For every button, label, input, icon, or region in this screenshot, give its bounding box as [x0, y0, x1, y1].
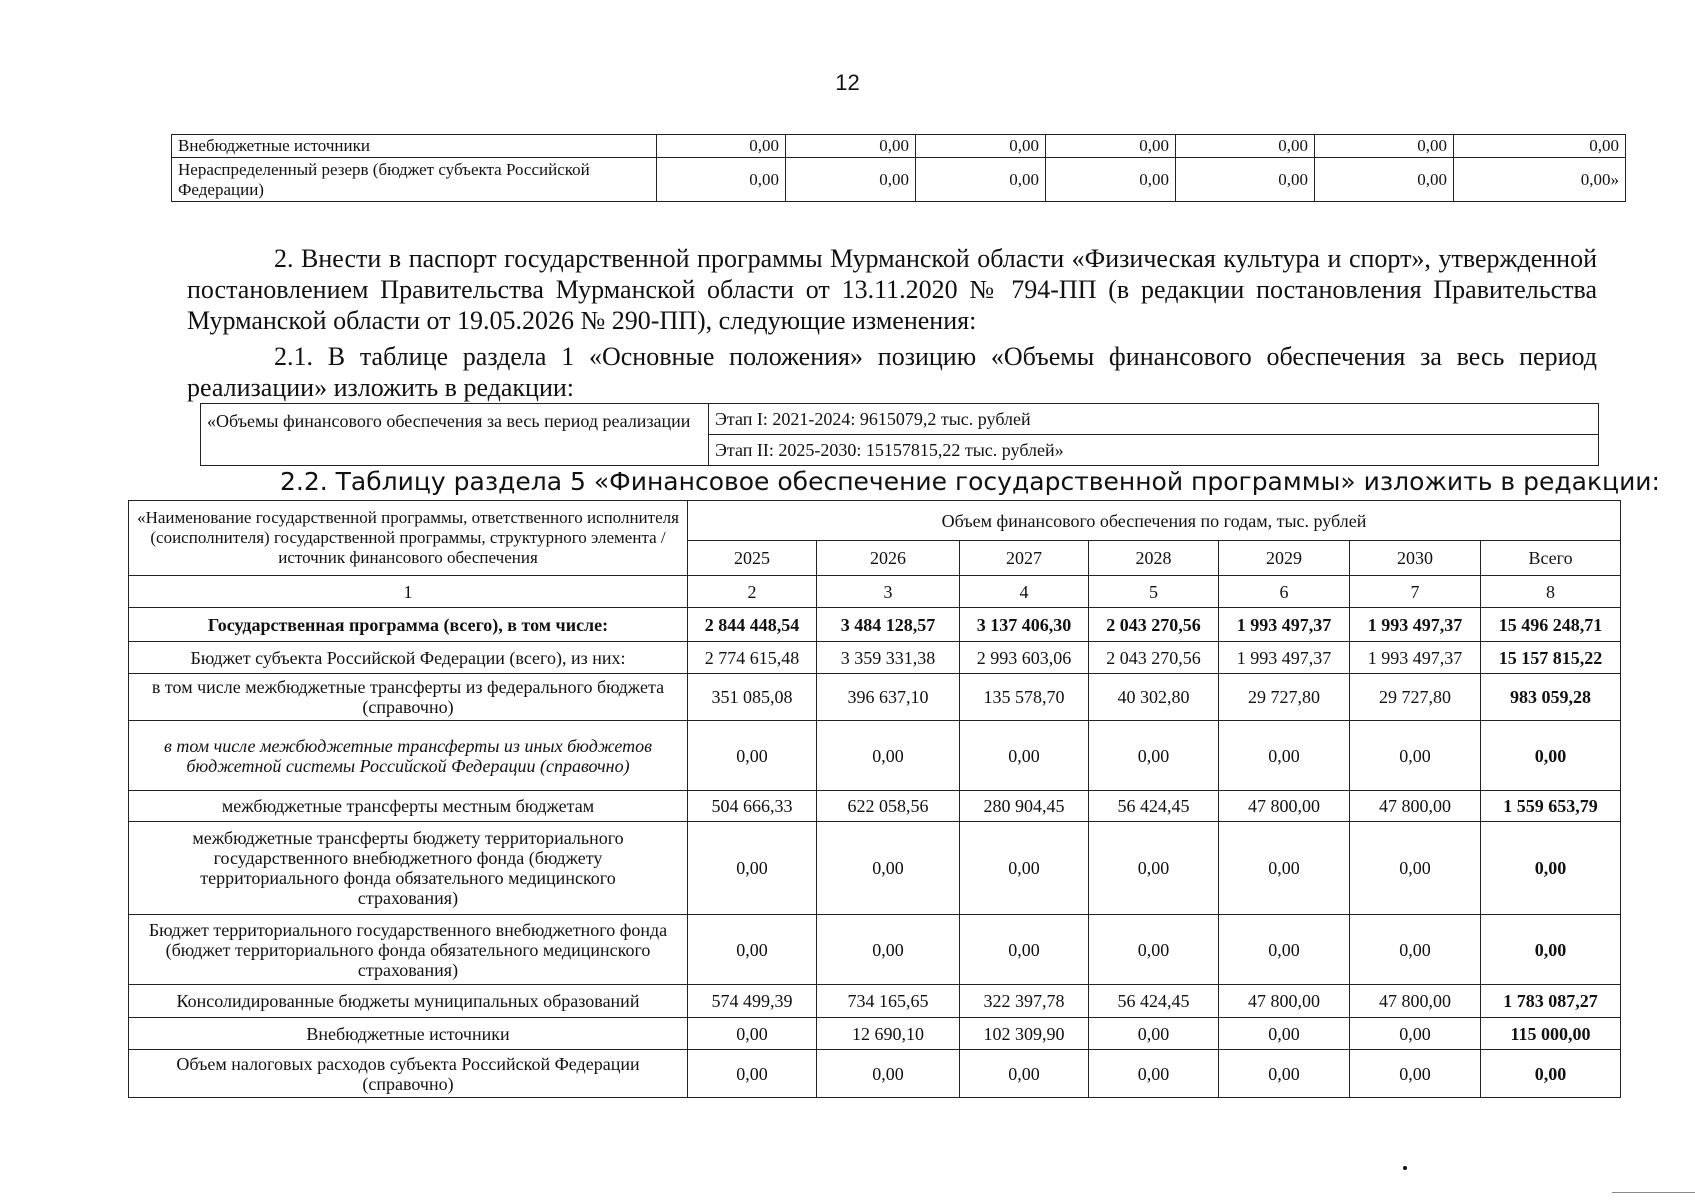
page-number: 12: [835, 70, 860, 95]
row-label: Консолидированные бюджеты муниципальных образований: [129, 985, 688, 1018]
table-cell: 0,00: [1454, 135, 1626, 158]
table-cell: 47 800,00: [1219, 985, 1350, 1018]
table-cell: 0,00: [688, 1018, 817, 1050]
table-cell: 0,00: [960, 822, 1089, 915]
table-cell: 40 302,80: [1089, 674, 1219, 721]
table-row: [129, 1050, 1621, 1098]
row-label: межбюджетные трансферты бюджету территориального государственного внебюджетного фонда (бюджету территориального фонда обязательного медицинского страхования): [129, 822, 688, 915]
table-cell: 0,00: [1481, 822, 1621, 915]
table-cell: 0,00: [1219, 822, 1350, 915]
table-cell: 0,00: [960, 1050, 1089, 1098]
table-cell: 0,00: [1481, 721, 1621, 791]
table-row: [129, 791, 1621, 822]
table-cell: 0,00: [960, 721, 1089, 791]
table-cell: 0,00: [1315, 158, 1454, 202]
table-cell: 0,00: [1350, 1050, 1481, 1098]
table-cell: 1 993 497,37: [1219, 608, 1350, 642]
table-cell: 0,00: [1350, 1018, 1481, 1050]
table-cell: 47 800,00: [1350, 791, 1481, 822]
table-cell: 1 783 087,27: [1481, 985, 1621, 1018]
volume-label: «Объемы финансового обеспечения за весь период реализации: [201, 404, 709, 466]
table-cell: 135 578,70: [960, 674, 1089, 721]
table-cell: 0,00: [817, 915, 960, 985]
table-cell: 3 359 331,38: [817, 642, 960, 674]
stage-2-value: Этап II: 2025-2030: 15157815,22 тыс. рублей»: [709, 435, 1599, 466]
table-row: [129, 608, 1621, 642]
table-cell: 2 043 270,56: [1089, 608, 1219, 642]
year-header: 2025: [688, 541, 817, 576]
table-cell: 0,00: [1176, 135, 1315, 158]
column-number-row: [129, 576, 1621, 608]
scan-dot: [1403, 1166, 1407, 1170]
column-number: 5: [1089, 576, 1219, 608]
table-cell: 0,00: [817, 721, 960, 791]
table-cell: 0,00: [1089, 1050, 1219, 1098]
table-row: [129, 985, 1621, 1018]
table-cell: 504 666,33: [688, 791, 817, 822]
table-cell: 0,00: [960, 915, 1089, 985]
table-cell: 2 774 615,48: [688, 642, 817, 674]
scan-line: [1612, 1192, 1695, 1193]
table-cell: 0,00: [1046, 158, 1176, 202]
row-label: Объем налоговых расходов субъекта Российской Федерации (справочно): [129, 1050, 688, 1098]
table-cell: 47 800,00: [1350, 985, 1481, 1018]
table-cell: 15 157 815,22: [1481, 642, 1621, 674]
header-row: [129, 501, 1621, 541]
continuation-table: [171, 134, 1626, 202]
table-cell: 1 993 497,37: [1350, 608, 1481, 642]
table-cell: 0,00: [1315, 135, 1454, 158]
table-cell: 0,00: [1481, 1050, 1621, 1098]
paragraph-2-2: 2.2. Таблицу раздела 5 «Финансовое обеспечение государственной программы» изложить в редакции:: [280, 467, 1660, 496]
table-cell: 0,00: [1176, 158, 1315, 202]
table-cell: 0,00: [1350, 822, 1481, 915]
table-cell: 3 137 406,30: [960, 608, 1089, 642]
stage-1-value: Этап I: 2021-2024: 9615079,2 тыс. рублей: [709, 404, 1599, 435]
table-cell: 322 397,78: [960, 985, 1089, 1018]
row-label: Внебюджетные источники: [129, 1018, 688, 1050]
table-cell: 0,00: [1046, 135, 1176, 158]
row-label: в том числе межбюджетные трансферты из иных бюджетов бюджетной системы Российской Федерации (справочно): [129, 721, 688, 791]
table-row: [201, 404, 1599, 435]
year-header: 2027: [960, 541, 1089, 576]
table-cell: 2 043 270,56: [1089, 642, 1219, 674]
table-cell: 0,00: [688, 822, 817, 915]
table-cell: 0,00: [786, 158, 916, 202]
table-cell: 0,00: [1219, 721, 1350, 791]
table-cell: 0,00»: [1454, 158, 1626, 202]
table-cell: 1 559 653,79: [1481, 791, 1621, 822]
column-number: 2: [688, 576, 817, 608]
year-header: 2028: [1089, 541, 1219, 576]
table-cell: 0,00: [1219, 1050, 1350, 1098]
table-cell: 0,00: [1219, 1018, 1350, 1050]
table-cell: 115 000,00: [1481, 1018, 1621, 1050]
table-cell: 0,00: [1089, 721, 1219, 791]
table-cell: 102 309,90: [960, 1018, 1089, 1050]
table-cell: 0,00: [1350, 721, 1481, 791]
table-cell: 280 904,45: [960, 791, 1089, 822]
volume-table: [200, 403, 1599, 466]
table-cell: 0,00: [1350, 915, 1481, 985]
paragraph-2-1: 2.1. В таблице раздела 1 «Основные положения» позицию «Объемы финансового обеспечения за весь период реализации» изложить в редакции:: [187, 342, 1597, 402]
table-cell: 0,00: [657, 158, 786, 202]
row-label: Государственная программа (всего), в том числе:: [129, 608, 688, 642]
column-number: 3: [817, 576, 960, 608]
table-cell: 0,00: [657, 135, 786, 158]
table-cell: 983 059,28: [1481, 674, 1621, 721]
table-row: [129, 721, 1621, 791]
table-row: [172, 158, 1626, 202]
financing-table: [128, 500, 1621, 1098]
table-cell: 29 727,80: [1350, 674, 1481, 721]
table-cell: 3 484 128,57: [817, 608, 960, 642]
table-cell: 0,00: [916, 135, 1046, 158]
table-cell: 12 690,10: [817, 1018, 960, 1050]
table-cell: 0,00: [688, 721, 817, 791]
table-cell: 1 993 497,37: [1219, 642, 1350, 674]
table-cell: 56 424,45: [1089, 985, 1219, 1018]
row-label: Бюджет территориального государственного внебюджетного фонда (бюджет территориального фонда обязательного медицинского страхования): [129, 915, 688, 985]
paragraph-2: 2. Внести в паспорт государственной программы Мурманской области «Физическая культура и спорт», утвержденной постановлением Правительства Мурманской области от 13.11.2020 № 794-ПП (в редакции постановления Правительства Мурманской области от 19.05.2026 № 290-ПП), следующие изменения:: [187, 244, 1597, 335]
column-number: 8: [1481, 576, 1621, 608]
header-group: Объем финансового обеспечения по годам, тыс. рублей: [688, 501, 1621, 541]
row-label: Бюджет субъекта Российской Федерации (всего), из них:: [129, 642, 688, 674]
year-header: 2026: [817, 541, 960, 576]
table-cell: 734 165,65: [817, 985, 960, 1018]
table-row: [129, 915, 1621, 985]
column-number: 4: [960, 576, 1089, 608]
table-cell: 0,00: [1089, 822, 1219, 915]
column-number: 1: [129, 576, 688, 608]
table-cell: 0,00: [1219, 915, 1350, 985]
table-cell: 622 058,56: [817, 791, 960, 822]
table-cell: 0,00: [1089, 915, 1219, 985]
row-label: межбюджетные трансферты местным бюджетам: [129, 791, 688, 822]
row-label: Внебюджетные источники: [172, 135, 657, 158]
table-cell: 0,00: [688, 915, 817, 985]
year-header: 2029: [1219, 541, 1350, 576]
table-cell: 396 637,10: [817, 674, 960, 721]
table-cell: 56 424,45: [1089, 791, 1219, 822]
table-cell: 15 496 248,71: [1481, 608, 1621, 642]
table-row: [129, 822, 1621, 915]
table-cell: 0,00: [688, 1050, 817, 1098]
table-cell: 2 993 603,06: [960, 642, 1089, 674]
year-header: Всего: [1481, 541, 1621, 576]
table-row: [129, 642, 1621, 674]
table-row: [129, 674, 1621, 721]
table-cell: 0,00: [1481, 915, 1621, 985]
column-number: 7: [1350, 576, 1481, 608]
table-cell: 47 800,00: [1219, 791, 1350, 822]
year-header: 2030: [1350, 541, 1481, 576]
table-cell: 0,00: [786, 135, 916, 158]
row-label: в том числе межбюджетные трансферты из федерального бюджета (справочно): [129, 674, 688, 721]
table-cell: 29 727,80: [1219, 674, 1350, 721]
header-label: «Наименование государственной программы, ответственного исполнителя (соисполнителя) государственной программы, структурного элемента / источник финансового обеспечения: [129, 501, 688, 576]
table-cell: 1 993 497,37: [1350, 642, 1481, 674]
table-row: [172, 135, 1626, 158]
table-cell: 0,00: [817, 822, 960, 915]
table-cell: 351 085,08: [688, 674, 817, 721]
table-cell: 0,00: [916, 158, 1046, 202]
table-cell: 574 499,39: [688, 985, 817, 1018]
table-cell: 0,00: [1089, 1018, 1219, 1050]
column-number: 6: [1219, 576, 1350, 608]
table-cell: 0,00: [817, 1050, 960, 1098]
row-label: Нераспределенный резерв (бюджет субъекта Российской Федерации): [172, 158, 657, 202]
table-cell: 2 844 448,54: [688, 608, 817, 642]
table-row: [129, 1018, 1621, 1050]
